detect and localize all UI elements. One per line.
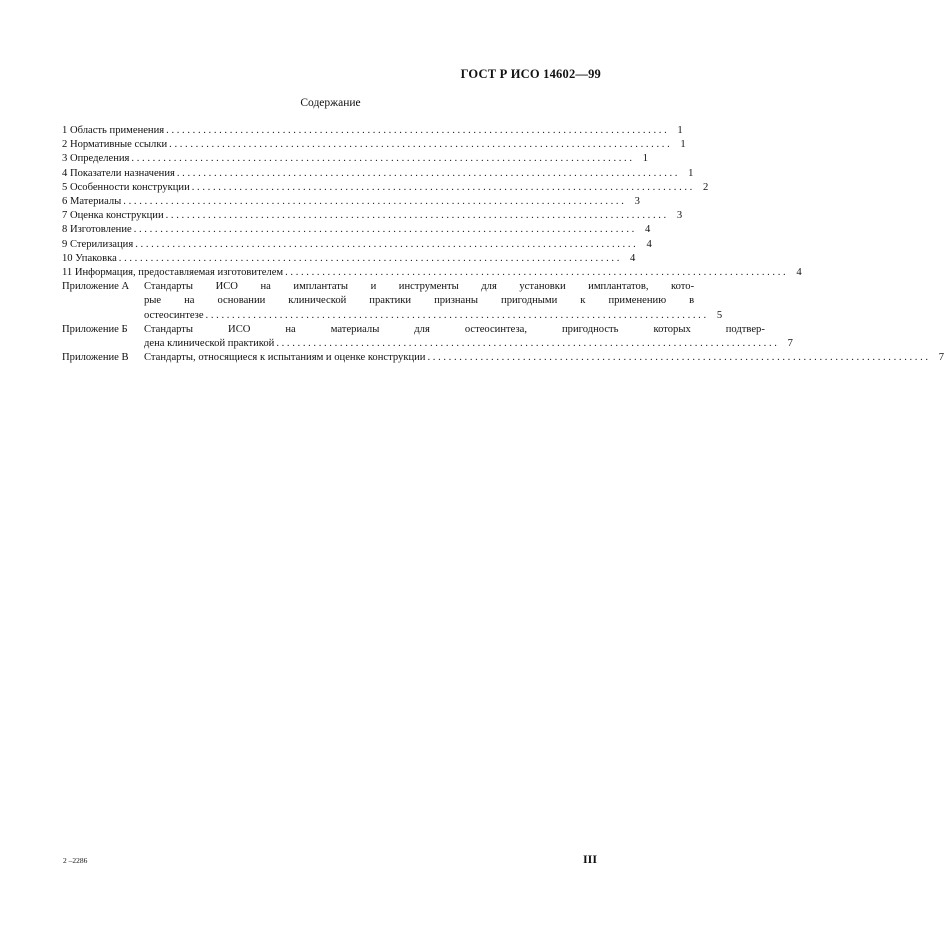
- toc-appendix-b[interactable]: [62, 323, 793, 351]
- dot-leader: [135, 238, 636, 252]
- dot-leader: [166, 209, 667, 223]
- toc-item-page: 4: [646, 238, 652, 250]
- dot-leader: [166, 124, 667, 138]
- toc-item-page: 4: [644, 224, 651, 236]
- toc-item-title: 8 Изготовление: [62, 224, 132, 236]
- dot-leader: [134, 223, 635, 237]
- appendix-last-line: [144, 309, 722, 323]
- toc-item[interactable]: [62, 223, 651, 237]
- dot-leader: [119, 252, 620, 266]
- toc-item[interactable]: [62, 181, 709, 195]
- toc-item-page: 4: [630, 252, 636, 264]
- appendix-line: Стандарты ИСО на имплантаты и инструменты для установки имплантатов, кото-: [144, 281, 695, 293]
- appendix-label: Приложение А: [62, 281, 130, 293]
- appendix-last-text: Стандарты, относящиеся к испытаниям и оценке конструкции: [144, 352, 426, 364]
- toc-appendix-a[interactable]: [62, 280, 723, 323]
- appendix-label: Приложение В: [62, 352, 129, 364]
- dot-leader: [123, 195, 624, 209]
- dot-leader: [285, 266, 786, 280]
- appendix-label: Приложение Б: [62, 323, 128, 335]
- toc-item[interactable]: [62, 195, 640, 209]
- dot-leader: [206, 309, 707, 323]
- table-of-contents: [62, 124, 944, 365]
- dot-leader: [192, 181, 693, 195]
- toc-item[interactable]: [62, 252, 636, 266]
- toc-item-page: 3: [634, 196, 640, 208]
- toc-item-page: 3: [676, 210, 683, 222]
- toc-item-title: 2 Нормативные ссылки: [62, 139, 168, 151]
- document-code: ГОСТ Р ИСО 14602—99: [460, 67, 601, 81]
- appendix-last-text: остеосинтезе: [144, 309, 204, 321]
- dot-leader: [177, 167, 678, 181]
- toc-item-page: 5: [716, 309, 723, 321]
- appendix-last-line: [144, 351, 944, 365]
- toc-appendix-v[interactable]: [62, 351, 944, 365]
- appendix-line: Стандарты ИСО на материалы для остеосинтеза, пригодность которых подтвер-: [144, 323, 765, 335]
- dot-leader: [427, 351, 928, 365]
- appendix-last-text: дена клинической практикой: [144, 338, 275, 350]
- toc-item-title: 11 Информация, предоставляемая изготовителем: [62, 267, 284, 279]
- toc-item-title: 1 Область применения: [62, 125, 165, 136]
- appendix-last-line: [144, 337, 793, 351]
- toc-item[interactable]: [62, 238, 652, 252]
- toc-item-title: 10 Упаковка: [62, 252, 117, 264]
- appendix-body: [144, 280, 722, 323]
- toc-item-page: 1: [680, 139, 686, 151]
- toc-item-page: 7: [938, 352, 944, 364]
- toc-item[interactable]: [62, 209, 683, 223]
- toc-item[interactable]: [62, 266, 802, 280]
- toc-item-title: 7 Оценка конструкции: [62, 210, 164, 222]
- appendix-body: [144, 323, 793, 351]
- dot-leader: [131, 152, 632, 166]
- toc-title: Содержание: [300, 97, 361, 109]
- toc-item-title: 6 Материалы: [62, 196, 122, 208]
- appendix-line: рые на основании клинической практики признаны пригодными к применению в: [144, 295, 695, 307]
- toc-item[interactable]: [62, 167, 694, 181]
- appendix-body: [144, 351, 944, 365]
- toc-item[interactable]: [62, 152, 648, 166]
- toc-item-page: 4: [796, 267, 802, 279]
- toc-item-title: 3 Определения: [62, 153, 130, 165]
- toc-item-title: 4 Показатели назначения: [62, 167, 175, 179]
- toc-item-page: 2: [703, 181, 709, 193]
- dot-leader: [169, 138, 670, 152]
- toc-item-page: 1: [642, 153, 648, 165]
- toc-item[interactable]: [62, 124, 683, 138]
- page-number: III: [582, 852, 597, 866]
- dot-leader: [276, 337, 777, 351]
- toc-item-page: 1: [688, 167, 694, 179]
- toc-item-page: 1: [677, 125, 683, 136]
- toc-item-page: 7: [787, 338, 793, 350]
- toc-item[interactable]: [62, 138, 686, 152]
- toc-item-title: 9 Стерилизация: [62, 238, 134, 250]
- toc-item-title: 5 Особенности конструкции: [62, 181, 190, 193]
- print-code: 2 –2286: [63, 856, 88, 865]
